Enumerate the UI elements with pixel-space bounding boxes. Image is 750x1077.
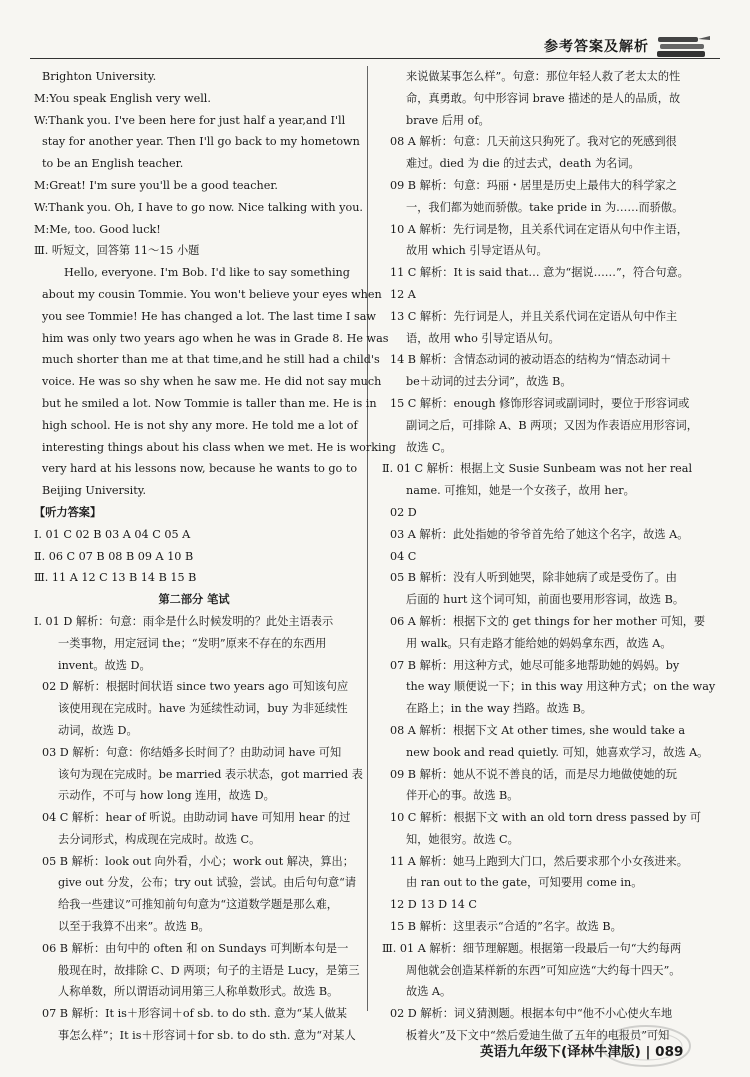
text-line: 05 B 解析：没有人听到她哭，除非她病了或是受伤了。由	[390, 571, 677, 585]
text-line: to be an English teacher.	[42, 157, 184, 171]
header-rule	[30, 58, 720, 59]
text-line: give out 分发，公布；try out 试验，尝试。由后句句意“请	[58, 876, 357, 890]
text-line: 难过。died 为 die 的过去式，death 为名词。	[406, 157, 640, 171]
text-line: Ⅲ. 01 A 解析：细节理解题。根据第一段最后一句“大约每两	[382, 941, 682, 955]
text-line: brave 后用 of。	[406, 113, 490, 127]
text-line: 04 C 解析：hear of 听说。由助动词 have 可知用 hear 的过	[42, 811, 351, 825]
text-line: name. 可推知，她是一个女孩子，故用 her。	[406, 484, 635, 498]
text-line: Ⅲ. 11 A 12 C 13 B 14 B 15 B	[34, 571, 197, 585]
text-line: Ⅰ. 01 C 02 B 03 A 04 C 05 A	[34, 527, 191, 541]
text-line: M:You speak English very well.	[34, 91, 211, 105]
text-line: 命，真勇敢。句中形容词 brave 描述的是人的品质，故	[406, 91, 681, 105]
text-line: 伴开心的事。故选 B。	[406, 789, 519, 803]
text-line: 03 A 解析：此处指她的爷爷首先给了她这个名字，故选 A。	[390, 527, 689, 541]
books-icon	[656, 34, 714, 60]
page-header	[0, 0, 750, 64]
text-line: you see Tommie! He has changed a lot. The last time I saw	[42, 309, 376, 323]
text-line: Ⅱ. 01 C 解析：根据上文 Susie Sunbeam was not her real	[382, 462, 693, 476]
text-line: Brighton University.	[42, 70, 157, 83]
text-line: 由 ran out to the gate，可知要用 come in。	[406, 876, 643, 890]
text-line: 人称单数，所以谓语动词用第三人称单数形式。故选 B。	[58, 985, 339, 999]
text-line: Ⅰ. 01 D 解析：句意：雨伞是什么时候发明的？此处主语表示	[34, 614, 334, 628]
text-line: 语，故用 who 引导定语从句。	[406, 331, 560, 345]
text-line: 08 A 解析：句意：几天前这只狗死了。我对它的死感到很	[390, 135, 677, 149]
text-line: 周他就会创造某样新的东西”可知应选“大约每十四天”。	[406, 963, 681, 977]
text-line: 14 B 解析：含情态动词的被动语态的结构为“情态动词＋	[390, 353, 672, 367]
text-line: about my cousin Tommie. You won't believe your eyes when	[42, 287, 382, 301]
text-line: 07 B 解析：用这种方式，她尽可能多地帮助她的妈妈。by	[390, 658, 680, 672]
text-line: 09 B 解析：她从不说不善良的话，而是尽力地做使她的玩	[390, 767, 677, 781]
text-line: 06 B 解析：由句中的 often 和 on Sundays 可判断本句是一	[42, 941, 349, 955]
text-line: 15 C 解析：enough 修饰形容词或副词时，要位于形容词或	[390, 396, 690, 410]
text-line: Beijing University.	[42, 484, 147, 498]
text-line: 般现在时，故排除 C、D 两项；句子的主语是 Lucy，是第三	[58, 963, 360, 977]
text-line: 动词，故选 D。	[58, 723, 138, 737]
text-line: 故用 which 引导定语从句。	[406, 244, 548, 258]
left-column	[34, 66, 396, 1047]
text-line: 去分词形式，构成现在完成时。故选 C。	[58, 832, 261, 846]
text-line: 03 D 解析：句意：你结婚多长时间了？由助动词 have 可知	[42, 745, 342, 759]
text-line: 后面的 hurt 这个词可知，前面也要用形容词，故选 B。	[406, 593, 685, 607]
text-line: 给我一些建议”可推知前句句意为“这道数学题是那么难，	[58, 898, 338, 912]
page-footer: 英语九年级下(译林牛津版) | 089	[480, 1044, 684, 1060]
text-line: 07 B 解析：It is＋形容词＋of sb. to do sth. 意为“某人做某	[42, 1007, 347, 1021]
text-line: new book and read quietly. 可知，她喜欢学习，故选 A。	[406, 745, 709, 759]
text-line: 来说做某事怎么样”。句意：那位年轻人救了老太太的性	[406, 70, 681, 83]
text-line: him was only two years ago when he was in Grade 8. He was	[42, 331, 389, 345]
text-line: 用 walk。只有走路才能给她的妈妈拿东西，故选 A。	[406, 636, 672, 650]
text-line: 10 A 解析：先行词是物，且关系代词在定语从句中作主语，	[390, 222, 688, 236]
text-line: the way 顺便说一下；in this way 用这种方式；on the way	[406, 680, 716, 694]
text-line: 【听力答案】	[34, 505, 102, 519]
text-line: 12 D 13 D 14 C	[390, 898, 477, 912]
text-line: 10 C 解析：根据下文 with an old torn dress passed by 可	[390, 811, 702, 825]
text-line: 15 B 解析：这里表示“合适的”名字。故选 B。	[390, 920, 622, 934]
text-line: 故选 C。	[406, 440, 452, 454]
column-divider	[367, 66, 368, 1011]
text-line: 一，我们都为她而骄傲。take pride in 为……而骄傲。	[406, 200, 684, 214]
text-line: 知，她很穷。故选 C。	[406, 832, 519, 846]
text-line: invent。故选 D。	[58, 658, 151, 672]
text-line: stay for another year. Then I'll go back to my hometown	[42, 135, 360, 149]
text-line: 04 C	[390, 549, 417, 563]
text-line: Ⅱ. 06 C 07 B 08 B 09 A 10 B	[34, 549, 194, 563]
text-line: Hello, everyone. I'm Bob. I'd like to say something	[64, 266, 350, 280]
text-line: 11 A 解析：她马上跑到大门口，然后要求那个小女孩进来。	[390, 854, 688, 868]
header-title: 参考答案及解析	[544, 39, 649, 55]
text-line: 故选 A。	[406, 985, 452, 999]
text-line: 一类事物，用定冠词 the；“发明”原来不存在的东西用	[58, 636, 327, 650]
text-line: very hard at his lessons now, because he wants to go to	[42, 462, 358, 476]
text-line: 事怎么样”；It is＋形容词＋for sb. to do sth. 意为“对某人	[58, 1029, 356, 1043]
right-column	[382, 66, 716, 1047]
text-line: much shorter than me at that time,and he still had a child's	[42, 353, 380, 367]
text-line: 该句为现在完成时。be married 表示状态，got married 表	[58, 767, 363, 781]
text-line: interesting things about his class when we met. He is working	[42, 440, 396, 454]
text-line: but he smiled a lot. Now Tommie is taller than me. He is in	[42, 396, 377, 410]
text-line: 08 A 解析：根据下文 At other times, she would take a	[390, 723, 686, 737]
text-line: 09 B 解析：句意：玛丽・居里是历史上最伟大的科学家之	[390, 178, 677, 192]
text-line: 13 C 解析：先行词是人，并且关系代词在定语从句中作主	[390, 309, 678, 323]
text-line: 在路上；in the way 挡路。故选 B。	[406, 702, 592, 716]
text-line: voice. He was so shy when he saw me. He did not say much	[42, 375, 382, 389]
text-line: 第二部分 笔试	[158, 592, 230, 607]
text-line: 11 C 解析：It is said that… 意为“据说……”，符合句意。	[390, 266, 689, 280]
text-line: be＋动词的过去分词”，故选 B。	[406, 375, 572, 389]
text-line: Ⅲ. 听短文，回答第 11～15 小题	[34, 244, 200, 258]
text-line: 02 D	[390, 505, 417, 519]
text-line: 板着火”及下文中“然后爱迪生做了五年的电报员”可知	[406, 1029, 670, 1043]
text-line: 副词之后，可排除 A、B 两项；又因为作表语应用形容词，	[406, 418, 698, 432]
text-line: high school. He is not shy any more. He told me a lot of	[42, 418, 358, 432]
text-line: W:Thank you. I've been here for just half a year,and I'll	[34, 113, 346, 127]
text-line: 12 A	[390, 287, 416, 301]
text-line: M:Great! I'm sure you'll be a good teacher.	[34, 178, 278, 192]
text-line: 06 A 解析：根据下文的 get things for her mother 可知，要	[390, 614, 706, 628]
text-line: 该使用现在完成时。have 为延续性动词，buy 为非延续性	[58, 702, 348, 716]
text-line: 以至于我算不出来”。故选 B。	[58, 920, 210, 934]
text-line: M:Me, too. Good luck!	[34, 222, 161, 236]
text-line: 示动作，不可与 how long 连用，故选 D。	[58, 789, 275, 803]
text-line: 02 D 解析：根据时间状语 since two years ago 可知该句应	[42, 680, 349, 694]
text-line: 02 D 解析：词义猜测题。根据本句中“他不小心使火车地	[390, 1007, 673, 1021]
text-line: W:Thank you. Oh, I have to go now. Nice talking with you.	[34, 200, 363, 214]
text-line: 05 B 解析：look out 向外看，小心；work out 解决，算出；	[42, 854, 354, 868]
